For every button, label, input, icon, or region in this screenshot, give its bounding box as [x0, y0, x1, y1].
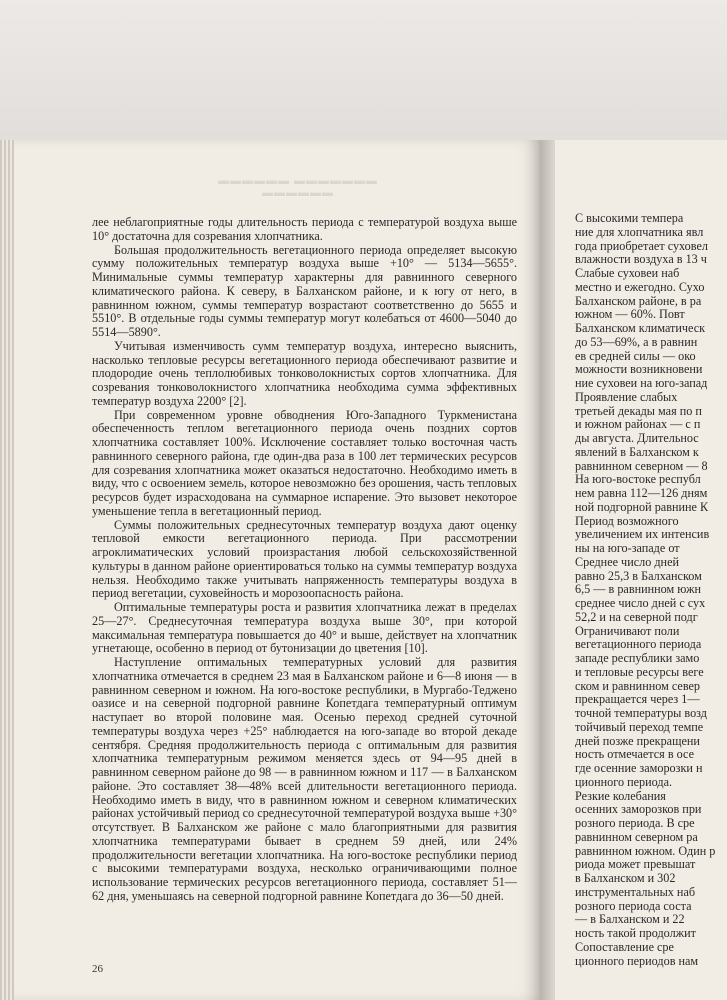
right-page-line: года приобретает суховел — [575, 238, 708, 253]
paragraph: Наступление оптимальных температурных условий для развития хлопчатника отмечается в среднем 23 мая в Балханском районе и 6—8 июня — в равнинном северном и южном. На юго-востоке республики, в Мургабо-Теджено оазисе и на северной подгорной равнине Копетдага температурный оптимум наступает во второй половине мая. Осенью переход средней суточной температуры воздуха через +25° наблюдается на юго-западе во второй декаде сентября. Средняя продолжительность периода с оптимальным для развития хлопчатника температурным режимом меняется здесь от 94—95 дней в равнинном северном районе до 98 — в равнинном южном и 117 — в Балханском районе. Это составляет 38—48% всей длительности вегетационного периода. Необходимо иметь в виду, что в равнинном южном и северном климатических районах устойчивый период со среднесуточной температурой воздуха выше +30° отсутствует. В Балханском же районе с мало благоприятными для развития хлопчатника температурами бывает в среднем 59 дней, или 24% продолжительности вегетации хлопчатника. На юго-востоке республики период с высокими температурами воздуха, несколько ограничивающими полное использование термических ресурсов вегетационного периода, составляет 51—62 дня, уменьшаясь на северной подгорной равнине Копетдага до 36—50 дней. — [92, 655, 517, 903]
right-page-line: ние суховеи на юго-запад — [575, 376, 708, 390]
right-page-line: Резкие колебания — [575, 788, 666, 803]
right-page-line: ском и равнинном север — [575, 678, 701, 693]
right-page-line: местно и ежегодно. Сухо — [575, 279, 705, 294]
right-page-line: можности возникновени — [575, 362, 703, 377]
right-page-line: равно 25,3 в Балханском — [575, 568, 702, 583]
right-page-line: среднее число дней с сух — [575, 596, 706, 610]
right-page-line: ционного периодов нам — [575, 953, 699, 968]
right-page-line: прекращается через 1— — [575, 692, 700, 707]
paragraph: лее неблагоприятные годы длительность периода с температурой воздуха выше 10° достаточна для созревания хлопчатника. — [92, 215, 517, 243]
right-page-line: где осенние заморозки н — [575, 761, 703, 775]
right-page-line: ной подгорной равнине К — [575, 499, 709, 514]
right-page-line: — в Балханском и 22 — [575, 912, 685, 927]
right-page-line: в Балханском и 302 — [575, 871, 676, 885]
right-page-line: равнинном северном — 8 — [575, 458, 708, 473]
right-page-line: нем равна 112—126 дням — [575, 486, 708, 500]
right-page-line: третьей декады мая по п — [575, 403, 702, 418]
right-page-line: розного периода. В сре — [575, 816, 695, 830]
right-page-line: ность отмечается в осе — [575, 747, 694, 762]
right-page-line: розного периода соста — [575, 898, 692, 913]
right-page-line: вегетационного периода — [575, 637, 702, 652]
right-page-line: дней позже прекращени — [575, 733, 700, 748]
right-page-line: явлений в Балханском к — [575, 444, 699, 459]
right-page-line: 6,5 — в равнинном южн — [575, 582, 702, 597]
right-page-line: и южном районах — с п — [575, 417, 701, 432]
right-page-line: ды августа. Длительнос — [575, 431, 699, 445]
right-page-line: тойчивый переход темпе — [575, 719, 704, 734]
right-page-line: равнинном северном ра — [575, 829, 698, 844]
right-page-line: Сопоставление сре — [575, 939, 674, 954]
right-page-line: равнинном южном. Один р — [575, 843, 716, 858]
right-page-line: Балханском районе, в ра — [575, 293, 702, 308]
paragraph: При современном уровне обводнения Юго-Западного Туркменистана обеспеченность теплом вегетационного периода очень поздних сортов хлопчатника составляет 100%. Исключение составляет только восточная часть равнинного северного района, где один-два раза в 100 лет термических ресурсов для созревания хлопчатника может оказаться недостаточно. Необходимо иметь в виду, что с освоением земель, которое невозможно без орошения, часть тепловых ресурсов будет израсходована на суммарное испарение. Это вызовет некоторое уменьшение тепла в вегетационный период. — [92, 407, 517, 518]
paragraph: Большая продолжительность вегетационного периода определяет высокую сумму положительных температур воздуха выше +10° — 5134—5655°. Минимальные суммы температур характерны для равнинного северного климатического района. К северу, в Балханском районе, и к югу от него, в равнинном южном, суммы температур возрастают соответственно до 5655 и 5510°. В отдельные годы суммы температур могут колебаться от 4600—5040 до 5514—5890°. — [92, 242, 517, 339]
right-page-line: влажности воздуха в 13 ч — [575, 252, 707, 267]
scan-background-top — [0, 0, 727, 140]
right-page-line: увеличением их интенсив — [575, 527, 710, 542]
right-page-line: до 53—69%, а в равнин — [575, 334, 698, 349]
left-page-text — [92, 216, 517, 904]
right-page-line: Слабые суховеи наб — [575, 266, 680, 280]
right-page-line: Проявление слабых — [575, 389, 678, 404]
right-page-line: западе республики замо — [575, 651, 700, 665]
right-page-line: Балханском климатическ — [575, 321, 706, 335]
right-page-line: осенних заморозков при — [575, 802, 702, 817]
right-page-line: и тепловые ресурсы веге — [575, 664, 704, 679]
paragraph: Суммы положительных среднесуточных температур воздуха дают оценку тепловой емкости вегетационного периода. При рассмотрении агроклиматических условий произрастания любой сельскохозяйственной культуры в данном районе ориентироваться только на суммы температур воздуха нельзя. Необходимо также учитывать напряженность температуры воздуха в период вегетации, суховейность и морозоопасность района. — [92, 517, 517, 601]
right-page-line: инструментальных наб — [575, 884, 696, 899]
right-page-line: Период возможного — [575, 513, 679, 528]
right-page-line: точной температуры возд — [575, 706, 707, 720]
right-page — [555, 140, 727, 1000]
right-page-line: ционного периода. — [575, 774, 673, 789]
paragraph: Учитывая изменчивость сумм температур воздуха, интересно выяснить, насколько тепловые ресурсы вегетационного периода обеспечивают развитие и плодородие очень теплолюбивых тонковолокнистых сортов хлопчатника. Для созревания тонковолокнистого хлопчатника необходима сумма эффективных температур воздуха 2200° [2]. — [92, 338, 517, 408]
right-page-line: Среднее число дней — [575, 554, 679, 569]
right-page-line: ев средней силы — око — [575, 348, 696, 363]
right-page-line: ние для хлопчатника явл — [575, 224, 704, 239]
right-page-line: южном — 60%. Повт — [575, 307, 685, 322]
right-page-line: 52,2 и на северной подг — [575, 609, 698, 624]
right-page-line: На юго-востоке республ — [575, 472, 701, 487]
right-page-line: Ограничивают поли — [575, 623, 680, 638]
right-page-line: ны на юго-западе от — [575, 541, 680, 555]
bleed-through-shadow: ▬▬▬▬▬▬ ▬▬▬▬▬▬▬ ▬▬▬▬▬▬ — [218, 175, 378, 199]
page-number: 26 — [92, 963, 103, 975]
right-page-line: ность такой продолжит — [575, 926, 696, 940]
right-page-line: риода может превышат — [575, 857, 696, 872]
right-page-line: С высокими темпера — [575, 211, 684, 225]
paragraph: Оптимальные температуры роста и развития хлопчатника лежат в пределах 25—27°. Среднесуточная температура воздуха выше 30°, при которой максимальная температура повышается до 40° и выше, действует на хлопчатник угнетающе, особенно в период от бутонизации до цветения [10]. — [92, 600, 517, 656]
right-page-text — [575, 212, 727, 968]
